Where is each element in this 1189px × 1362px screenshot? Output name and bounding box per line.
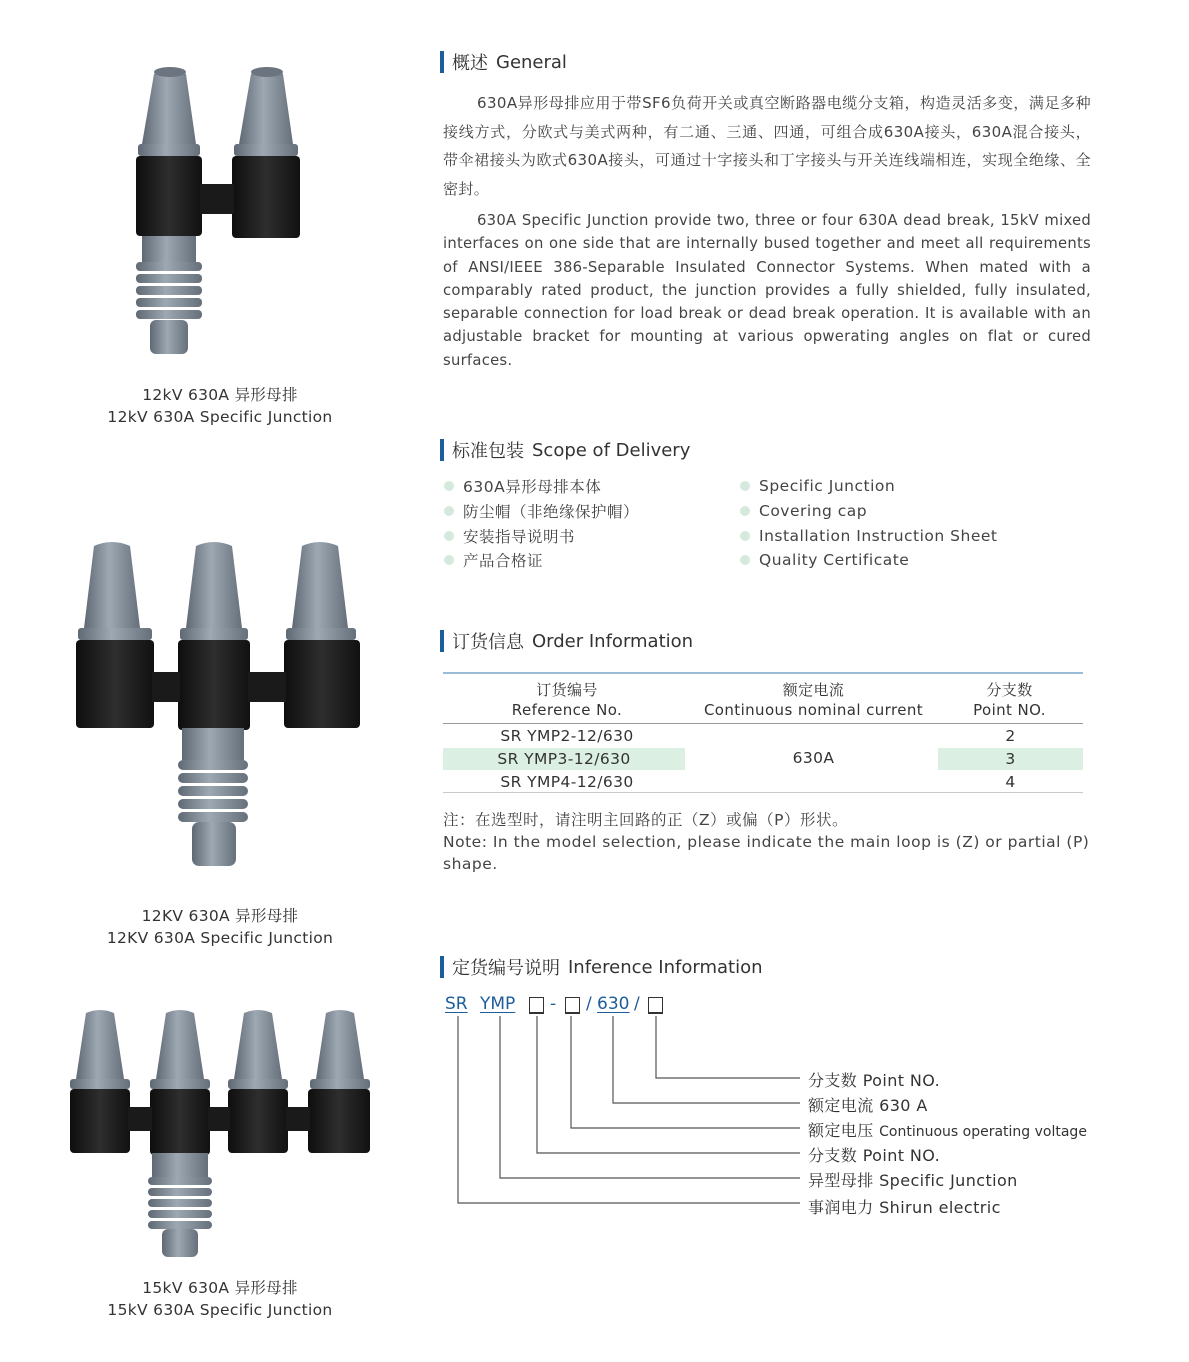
product-caption-cn: 12kV 630A 异形母排	[142, 386, 298, 404]
legend-cn: 分支数	[808, 1071, 858, 1090]
list-item	[444, 499, 639, 524]
list-item-label: 防尘帽（非绝缘保护帽）	[463, 503, 640, 522]
leader-line	[458, 1016, 800, 1203]
bullet-icon	[444, 506, 454, 516]
section-title-cn: 定货编号说明	[452, 958, 560, 979]
legend-en: Shirun electric	[879, 1198, 1001, 1217]
table-rule	[443, 792, 1083, 793]
list-item	[444, 474, 639, 499]
legend-specific-junction	[808, 1168, 1018, 1191]
leader-line	[656, 1016, 800, 1078]
section-title-cn: 订货信息	[452, 632, 524, 653]
bullet-icon	[740, 506, 750, 516]
column-header-cn: 额定电流	[782, 681, 845, 699]
legend-rated-voltage	[808, 1118, 1087, 1141]
points-cell: 3	[938, 748, 1083, 770]
product-caption-en: 12kV 630A Specific Junction	[107, 408, 333, 426]
product-caption-3-way	[60, 905, 380, 949]
bullet-icon	[444, 531, 454, 541]
product-image-2-way	[130, 62, 310, 362]
current-cell: 630A	[792, 749, 835, 767]
leader-line	[613, 1016, 800, 1103]
column-header-cn: 分支数	[986, 681, 1033, 699]
section-title-cn: 概述	[452, 53, 488, 74]
legend-en: Continuous operating voltage	[879, 1124, 1087, 1140]
code-slash: /	[634, 994, 640, 1014]
points-cell: 4	[1005, 773, 1016, 791]
list-item	[740, 523, 997, 548]
list-item-label: 630A异形母排本体	[463, 478, 602, 497]
column-header-en: Reference No.	[511, 701, 623, 719]
legend-rated-current	[808, 1093, 928, 1116]
section-marker	[440, 956, 444, 978]
general-description-en: 630A Specific Junction provide two, three or four 630A dead break, 15kV mixed interfaces on one side that are internally bused together and meet all requirements of ANSI/IEEE 386-Separable Insulated Connector Systems. When mated with a comparably rated product, the junction provides a fully shielded, fully insulated, separable connection for load break or dead break operation. It is available with an adjustable bracket for mounting at various opwerating angles on flat or cured surfaces.	[443, 212, 1091, 369]
section-title-inference	[440, 954, 763, 980]
column-header-points	[936, 680, 1083, 720]
product-caption-4-way	[60, 1277, 380, 1321]
table-rule	[443, 723, 1083, 724]
column-header-en: Point NO.	[973, 701, 1046, 719]
leader-line	[571, 1016, 800, 1128]
list-item-label: 产品合格证	[463, 552, 544, 571]
column-header-cn: 订货编号	[536, 681, 598, 699]
section-title-en: Scope of Delivery	[532, 439, 691, 461]
leader-line	[537, 1016, 800, 1153]
section-title-delivery	[440, 437, 690, 463]
product-caption-en: 15kV 630A Specific Junction	[107, 1301, 333, 1319]
reference-cell: SR YMP4-12/630	[500, 773, 634, 791]
legend-manufacturer	[808, 1195, 1001, 1218]
list-item	[444, 523, 639, 548]
table-row	[443, 771, 1083, 793]
legend-cn: 事润电力	[808, 1198, 874, 1217]
section-title-en: Order Information	[532, 630, 694, 652]
column-header-current	[691, 680, 936, 720]
list-item-label: 安装指导说明书	[463, 527, 576, 546]
list-item-label: Covering cap	[759, 502, 868, 521]
list-item-label: Installation Instruction Sheet	[759, 526, 998, 545]
legend-cn: 额定电压	[808, 1121, 874, 1140]
delivery-list-cn	[444, 474, 639, 573]
legend-en: Point NO.	[862, 1071, 941, 1090]
table-row	[443, 725, 1083, 747]
section-title-en: Inference Information	[568, 956, 763, 978]
leader-line	[500, 1016, 800, 1178]
bullet-icon	[444, 481, 454, 491]
legend-en: 630 A	[879, 1096, 928, 1115]
order-note-cn: 注：在选型时，请注明主回路的正（Z）或偏（P）形状。	[443, 811, 848, 829]
list-item-label: Quality Certificate	[759, 551, 910, 570]
legend-cn: 分支数	[808, 1146, 858, 1165]
product-caption-cn: 15kV 630A 异形母排	[142, 1279, 298, 1297]
product-caption-2-way	[60, 384, 380, 428]
general-description-cn: 630A异形母排应用于带SF6负荷开关或真空断路器电缆分支箱，构造灵活多变，满足多种接线方式，分欧式与美式两种，有二通、三通、四通，可组合成630A接头，630A混合接头，带伞裙接头为欧式630A接头，可通过十字接头和丁字接头与开关连线端相连，实现全绝缘、全密封。	[443, 94, 1091, 198]
section-marker	[440, 439, 444, 461]
code-prefix-ymp: YMP	[480, 994, 516, 1014]
points-cell: 2	[1005, 727, 1016, 745]
table-rule	[443, 672, 1083, 674]
code-rating: 630	[597, 994, 630, 1014]
bullet-icon	[740, 555, 750, 565]
list-item	[740, 499, 997, 524]
reference-cell: SR YMP3-12/630	[443, 748, 685, 770]
order-note-en: Note: In the model selection, please indicate the main loop is (Z) or partial (P) shape.	[443, 833, 1090, 873]
legend-branch-count	[808, 1143, 940, 1166]
section-title-en: General	[496, 51, 567, 73]
code-slash: /	[586, 994, 592, 1014]
bullet-icon	[444, 555, 454, 565]
list-item-label: Specific Junction	[759, 477, 896, 496]
section-title-general	[440, 49, 567, 75]
code-prefix-sr: SR	[445, 994, 468, 1014]
section-marker	[440, 51, 444, 73]
bullet-icon	[740, 481, 750, 491]
column-header-en: Continuous nominal current	[703, 701, 924, 719]
legend-cn: 额定电流	[808, 1096, 874, 1115]
product-caption-en: 12KV 630A Specific Junction	[106, 929, 334, 947]
reference-cell: SR YMP2-12/630	[500, 727, 634, 745]
list-item	[740, 548, 997, 573]
column-header-reference	[443, 680, 691, 720]
legend-point-no	[808, 1068, 940, 1091]
product-caption-cn: 12KV 630A 异形母排	[141, 907, 299, 925]
section-title-cn: 标准包装	[452, 441, 524, 462]
list-item	[740, 474, 997, 499]
legend-cn: 异型母排	[808, 1171, 874, 1190]
delivery-list-en	[740, 474, 997, 573]
list-item	[444, 548, 639, 573]
order-note	[443, 809, 1093, 875]
product-image-3-way	[74, 538, 370, 868]
legend-en: Specific Junction	[879, 1171, 1018, 1190]
section-marker	[440, 630, 444, 652]
bullet-icon	[740, 531, 750, 541]
code-dash: -	[550, 994, 557, 1014]
inference-leader-lines	[440, 1010, 820, 1210]
product-image-4-way	[68, 1007, 372, 1259]
section-title-order	[440, 628, 693, 654]
legend-en: Point NO.	[862, 1146, 941, 1165]
